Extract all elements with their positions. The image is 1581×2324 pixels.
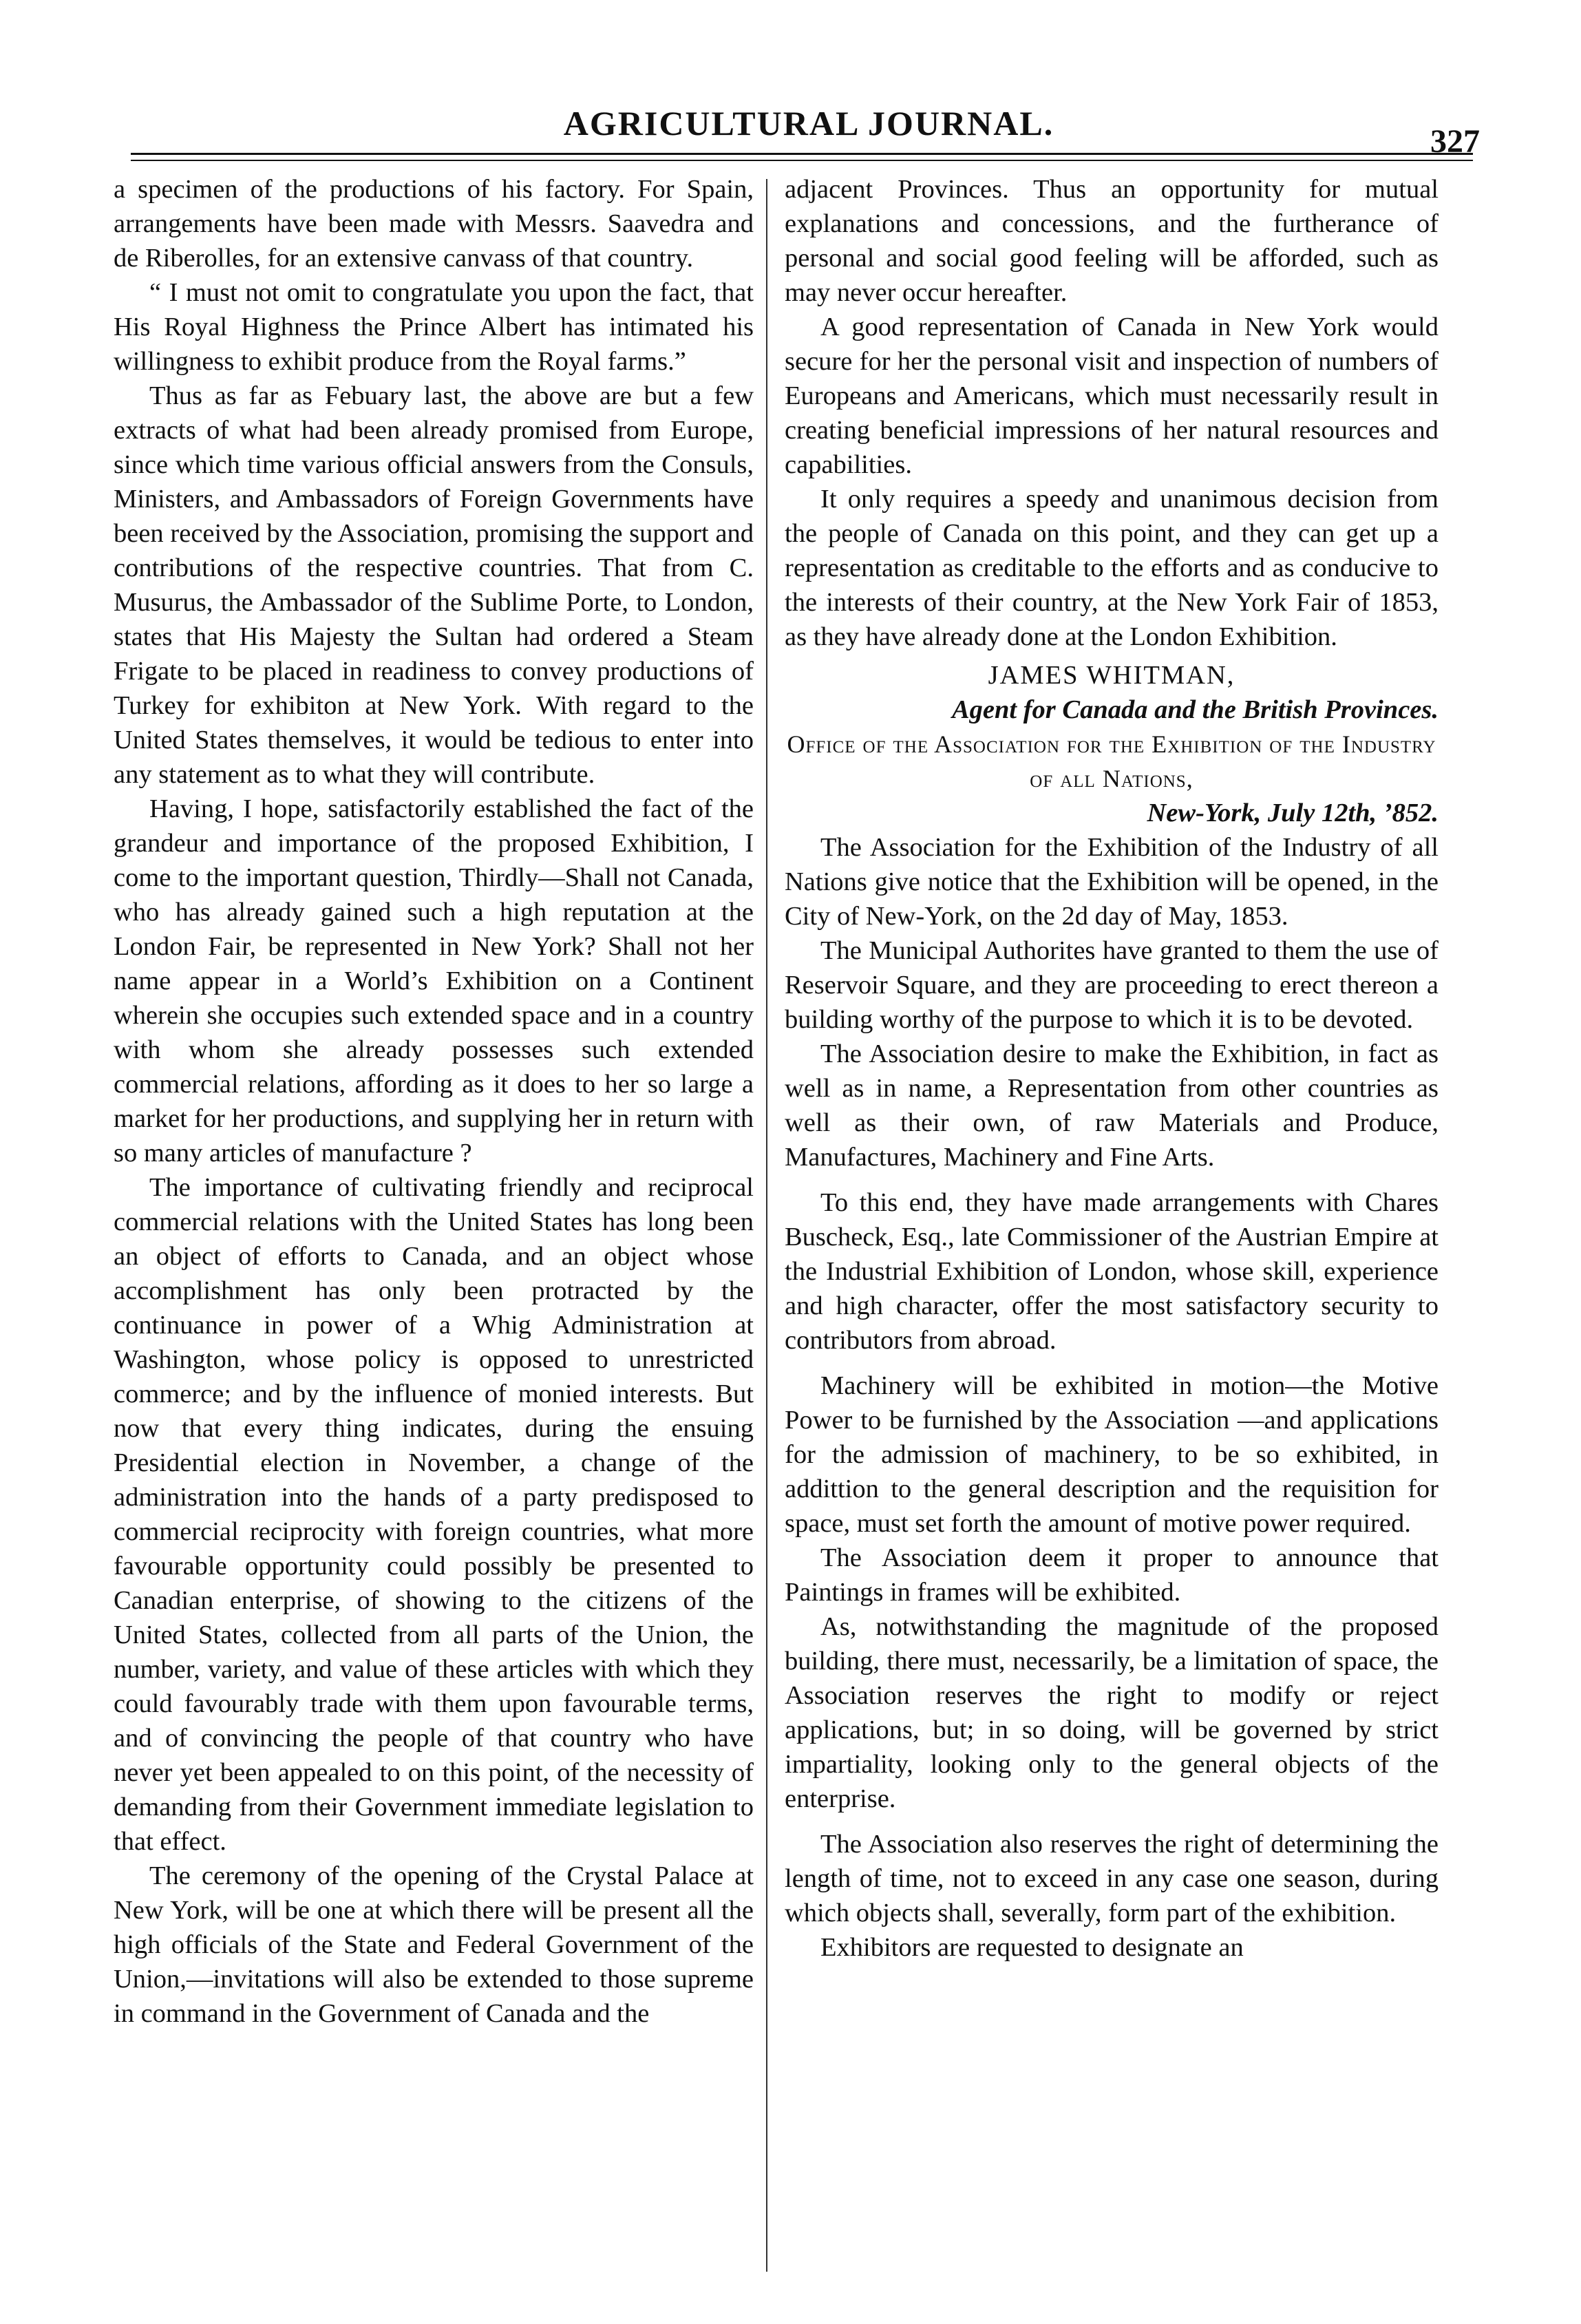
paragraph: To this end, they have made arrangements with Chares Buscheck, Esq., late Commissioner of the Austrian Empire at the Industrial Exhibition of London, whose skill, experience and high character, offer the most satisfactory security to contributors from abroad. <box>785 1188 1439 1355</box>
paragraph: Thus as far as Febuary last, the above are but a few extracts of what had been already promised from Europe, since which time various official answers from the Consuls, Ministers, and Ambassadors of Foreign Governments have been received by the Association, promising the support and contributions of the respective countries. That from C. Musurus, the Ambassador of the Sublime Porte, to London, states that His Majesty the Sultan had ordered a Steam Frigate to be placed in readiness to convey productions of Turkey for exhibiton at New York. With regard to the United States themselves, it would be tedious to enter into any statement as to what they will contribute. <box>114 381 754 789</box>
paragraph: The importance of cultivating friendly and reciprocal commercial relations with the United States has long been an object of efforts to Canada, and an object whose accomplishment has only been protracted by the continuance in power of a Whig Administration at Washington, whose policy is opposed to unrestricted commerce; and by the influence of monied interests. But now that every thing indicates, during the ensuing Presidential election in November, a change of the administration into the hands of a party predisposed to commercial reciprocity with foreign countries, what more favourable opportunity could possibly be presented to Canadian enterprise, of showing to the citizens of the United States, collected from all parts of the Union, the number, variety, and value of these articles with which they could favourably trade with them upon favourable terms, and of convincing the people of that country who have never yet been appealed to on this point, of the necessity of demanding from their Government immediate legislation to that effect. <box>114 1173 754 1856</box>
paragraph: Having, I hope, satisfactorily established the fact of the grandeur and importance of the proposed Exhibition, I come to the important question, Thirdly—Shall not Canada, who has already gained such a high reputation at the London Fair, be represented in New York? Shall not her name appear in a World’s Exhibition on a Continent wherein she occupies such extended space and in a country with whom she already possesses such extended commercial relations, affording as it does to her so large a market for her productions, and supplying her in return with so many articles of manufacture ? <box>114 794 754 1168</box>
paragraph: Machinery will be exhibited in motion—the Motive Power to be furnished by the Association —and applications for the admission of machinery, to be so exhibited, in addittion to the general description and the requisition for space, must set forth the amount of motive power required. <box>785 1371 1439 1538</box>
header-rule-thin <box>131 160 1473 161</box>
paragraph: The Association desire to make the Exhibition, in fact as well as in name, a Representation from other countries as well as their own, of raw Materials and Produce, Manufactures, Machinery and Fine Arts. <box>785 1039 1439 1172</box>
column-divider <box>766 179 767 2272</box>
paragraph: “ I must not omit to congratulate you upon the fact, that His Royal Highness the Prince Albert has intimated his willingness to exhibit produce from the Royal farms.” <box>114 278 754 376</box>
paragraph: adjacent Provinces. Thus an opportunity for mutual explanations and concessions, and the furtherance of personal and social good feeling will be afforded, such as may never occur hereafter. <box>785 175 1439 307</box>
paragraph-gap <box>785 1816 1439 1827</box>
paragraph: The Association deem it proper to announce that Paintings in frames will be exhibited. <box>785 1543 1439 1607</box>
running-head <box>138 103 1480 160</box>
signature-name: JAMES WHITMAN, <box>988 661 1235 690</box>
right-column <box>785 172 1439 2285</box>
paragraph: As, notwithstanding the magnitude of the proposed building, there must, necessarily, be a limitation of space, the Association reserves the right to modify or reject applications, but; in so doing, will be governed by strict impartiality, looking only to the general objects of the enterprise. <box>785 1612 1439 1813</box>
paragraph: The Association also reserves the right of determining the length of time, not to exceed in any case one season, during which objects shall, severally, form part of the exhibition. <box>785 1830 1439 1927</box>
paragraph: The ceremony of the opening of the Crystal Palace at New York, will be one at which there will be present all the high officials of the State and Federal Government of the Union,—invitations will also be extended to those supreme in command in the Government of Canada and the <box>114 1861 754 2028</box>
paragraph: It only requires a speedy and unanimous decision from the people of Canada on this point, and they can get up a representation as creditable to the efforts and as conducive to the interests of their country, at the New York Fair of 1853, as they have already done at the London Exhibition. <box>785 485 1439 651</box>
office-heading: Office of the Association for the Exhibition of the Industry of all Nations, <box>787 730 1436 792</box>
running-title: AGRICULTURAL JOURNAL. <box>563 104 1054 142</box>
paragraph-gap <box>785 1358 1439 1369</box>
paragraph: The Association for the Exhibition of the Industry of all Nations give notice that the Exhibition will be opened, in the City of New-York, on the 2d day of May, 1853. <box>785 833 1439 931</box>
page-number: 327 <box>1430 123 1480 160</box>
dateline: New-York, July 12th, ’852. <box>1147 799 1439 827</box>
paragraph: Exhibitors are requested to designate an <box>820 1933 1244 1962</box>
paragraph: The Municipal Authorites have granted to them the use of Reservoir Square, and they are proceeding to erect thereon a building worthy of the purpose to which it is to be devoted. <box>785 936 1439 1034</box>
left-column <box>114 172 754 2285</box>
header-rule-thick <box>131 153 1473 155</box>
paragraph-gap <box>785 1174 1439 1185</box>
signature-role: Agent for Canada and the British Provinces. <box>951 695 1439 724</box>
paragraph: A good representation of Canada in New York would secure for her the personal visit and inspection of numbers of Europeans and Americans, which must necessarily result in creating beneficial impressions of her natural resources and capabilities. <box>785 313 1439 479</box>
paragraph: a specimen of the productions of his factory. For Spain, arrangements have been made with Messrs. Saavedra and de Riberolles, for an extensive canvass of that country. <box>114 175 754 273</box>
